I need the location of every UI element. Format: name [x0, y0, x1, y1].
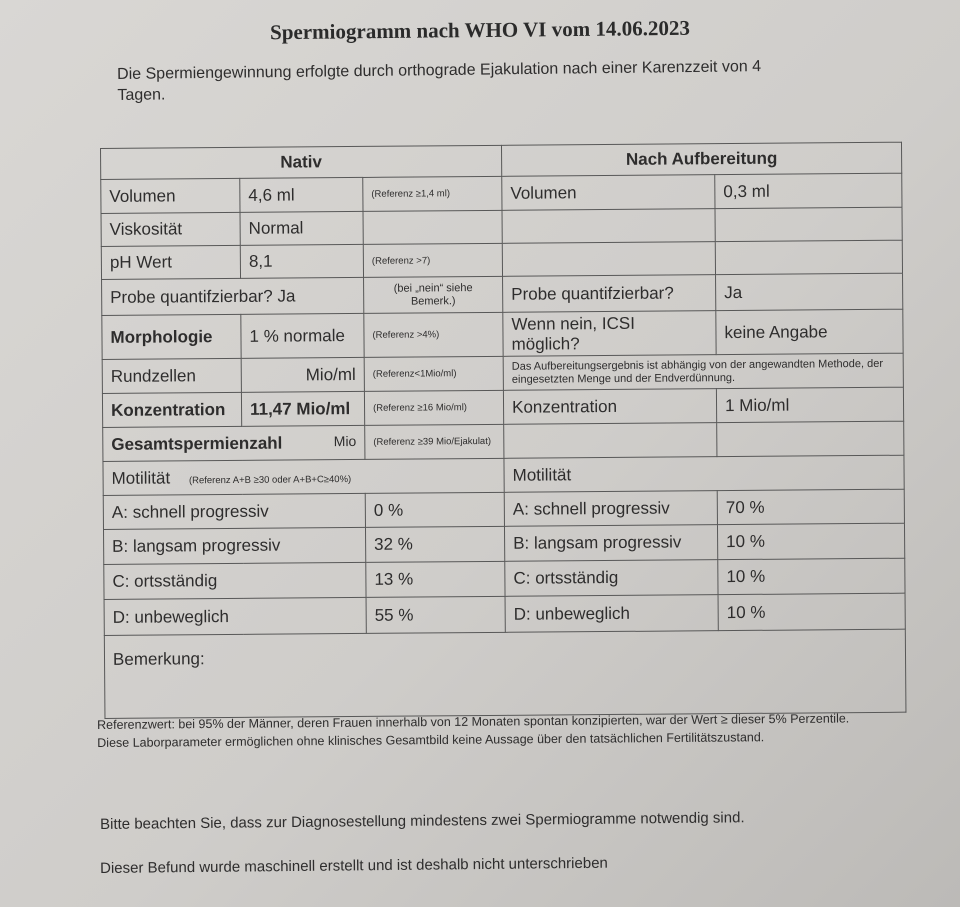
probe-label: Probe quantifzierbar? Ja	[102, 277, 364, 315]
mot-a-label: A: schnell progressiv	[103, 493, 365, 529]
probe-ref: (bei „nein“ siehe Bemerk.)	[364, 276, 503, 313]
mot-c-value: 13 %	[366, 561, 505, 597]
mot-a-r-label: A: schnell progressiv	[504, 491, 717, 527]
gesamt-label: Gesamtspermienzahl	[111, 433, 283, 454]
motilitaet-ref: (Referenz A+B ≥30 oder A+B+C≥40%)	[188, 473, 352, 486]
empty-cell	[502, 209, 715, 244]
intro-text: Die Spermiengewinnung erfolgte durch orthograde Ejakulation nach einer Karenzzeit von 4 Tagen.	[117, 58, 762, 104]
table-row	[102, 309, 903, 359]
volumen-label: Volumen	[101, 178, 240, 213]
rundzellen-ref: (Referenz<1Mio/ml)	[364, 356, 503, 391]
table-row	[104, 593, 905, 635]
morphologie-label: Morphologie	[102, 314, 241, 359]
volumen-r-value: 0,3 ml	[715, 173, 902, 208]
document-title: Spermiogramm nach WHO VI vom 14.06.2023	[269, 15, 691, 45]
volumen-r-label: Volumen	[502, 175, 715, 211]
aufbereitung-note: Das Aufbereitungsergebnis ist abhängig von der angewandten Methode, der eingesetzten Menge und der Endverdünnung.	[503, 353, 903, 390]
motilitaet-r-label: Motilität	[504, 455, 904, 492]
header-aufbereitung: Nach Aufbereitung	[502, 142, 902, 176]
motilitaet-cell	[103, 458, 504, 495]
bemerkung-label: Bemerkung:	[104, 629, 906, 718]
konzentration-value: 11,47 Mio/ml	[241, 391, 364, 426]
empty-cell	[717, 421, 904, 456]
ph-label: pH Wert	[101, 245, 240, 279]
mot-b-label: B: langsam progressiv	[103, 527, 365, 564]
reference-footnote: Referenzwert: bei 95% der Männer, deren Frauen innerhalb von 12 Monaten spontan konzipierten, war der Wert ≥ dieser 5% Perzentile. Diese Laborparameter ermöglichen ohne klinisches Gesamtbild keine Aussage über den tatsächlichen Fertilitätszustand.	[97, 711, 850, 750]
mot-d-r-value: 10 %	[718, 593, 905, 630]
header-nativ: Nativ	[101, 145, 502, 179]
mot-c-r-label: C: ortsständig	[505, 560, 718, 597]
results-table	[100, 142, 906, 719]
remark-row	[104, 629, 906, 718]
viskositaet-label: Viskosität	[101, 212, 240, 246]
viskositaet-value: Normal	[240, 211, 363, 245]
motilitaet-label: Motilität	[111, 467, 171, 488]
gesamt-unit: Mio	[333, 432, 357, 449]
mot-c-r-value: 10 %	[718, 558, 905, 594]
mot-d-value: 55 %	[366, 596, 505, 633]
empty-cell	[715, 240, 902, 274]
probe-r-label: Probe quantifzierbar?	[503, 275, 716, 313]
mot-b-r-label: B: langsam progressiv	[505, 525, 718, 562]
konzentration-r-label: Konzentration	[503, 389, 716, 425]
probe-r-value: Ja	[716, 273, 903, 310]
ph-value: 8,1	[240, 244, 363, 278]
diagnosis-note: Bitte beachten Sie, dass zur Diagnosestellung mindestens zwei Spermiogramme notwendig sind.	[100, 809, 745, 833]
volumen-ref: (Referenz ≥1,4 ml)	[363, 176, 502, 211]
konzentration-ref: (Referenz ≥16 Mio/ml)	[364, 390, 503, 425]
empty-cell	[502, 242, 715, 277]
icsi-value: keine Angabe	[716, 309, 903, 354]
volumen-value: 4,6 ml	[240, 177, 363, 212]
morphologie-value: 1 % normale	[241, 313, 364, 358]
konzentration-label: Konzentration	[102, 392, 241, 427]
mot-d-label: D: unbeweglich	[104, 597, 366, 635]
empty-cell	[504, 423, 717, 459]
icsi-label: Wenn nein, ICSI möglich?	[503, 311, 716, 357]
mot-b-value: 32 %	[365, 526, 504, 562]
machine-note: Dieser Befund wurde maschinell erstellt und ist deshalb nicht unterschrieben	[100, 854, 608, 877]
rundzellen-label: Rundzellen	[102, 358, 241, 393]
morphologie-ref: (Referenz >4%)	[364, 312, 503, 357]
empty-cell	[715, 207, 902, 241]
mot-c-label: C: ortsständig	[104, 562, 366, 599]
empty-cell	[363, 210, 502, 244]
gesamt-cell	[103, 425, 365, 461]
mot-a-value: 0 %	[365, 492, 504, 527]
mot-a-r-value: 70 %	[717, 489, 904, 524]
konzentration-r-value: 1 Mio/ml	[716, 387, 903, 422]
rundzellen-value: Mio/ml	[241, 357, 364, 392]
mot-b-r-value: 10 %	[718, 523, 905, 559]
gesamt-ref: (Referenz ≥39 Mio/Ejakulat)	[365, 424, 504, 459]
mot-d-r-label: D: unbeweglich	[505, 595, 718, 633]
ph-ref: (Referenz >7)	[363, 243, 502, 277]
